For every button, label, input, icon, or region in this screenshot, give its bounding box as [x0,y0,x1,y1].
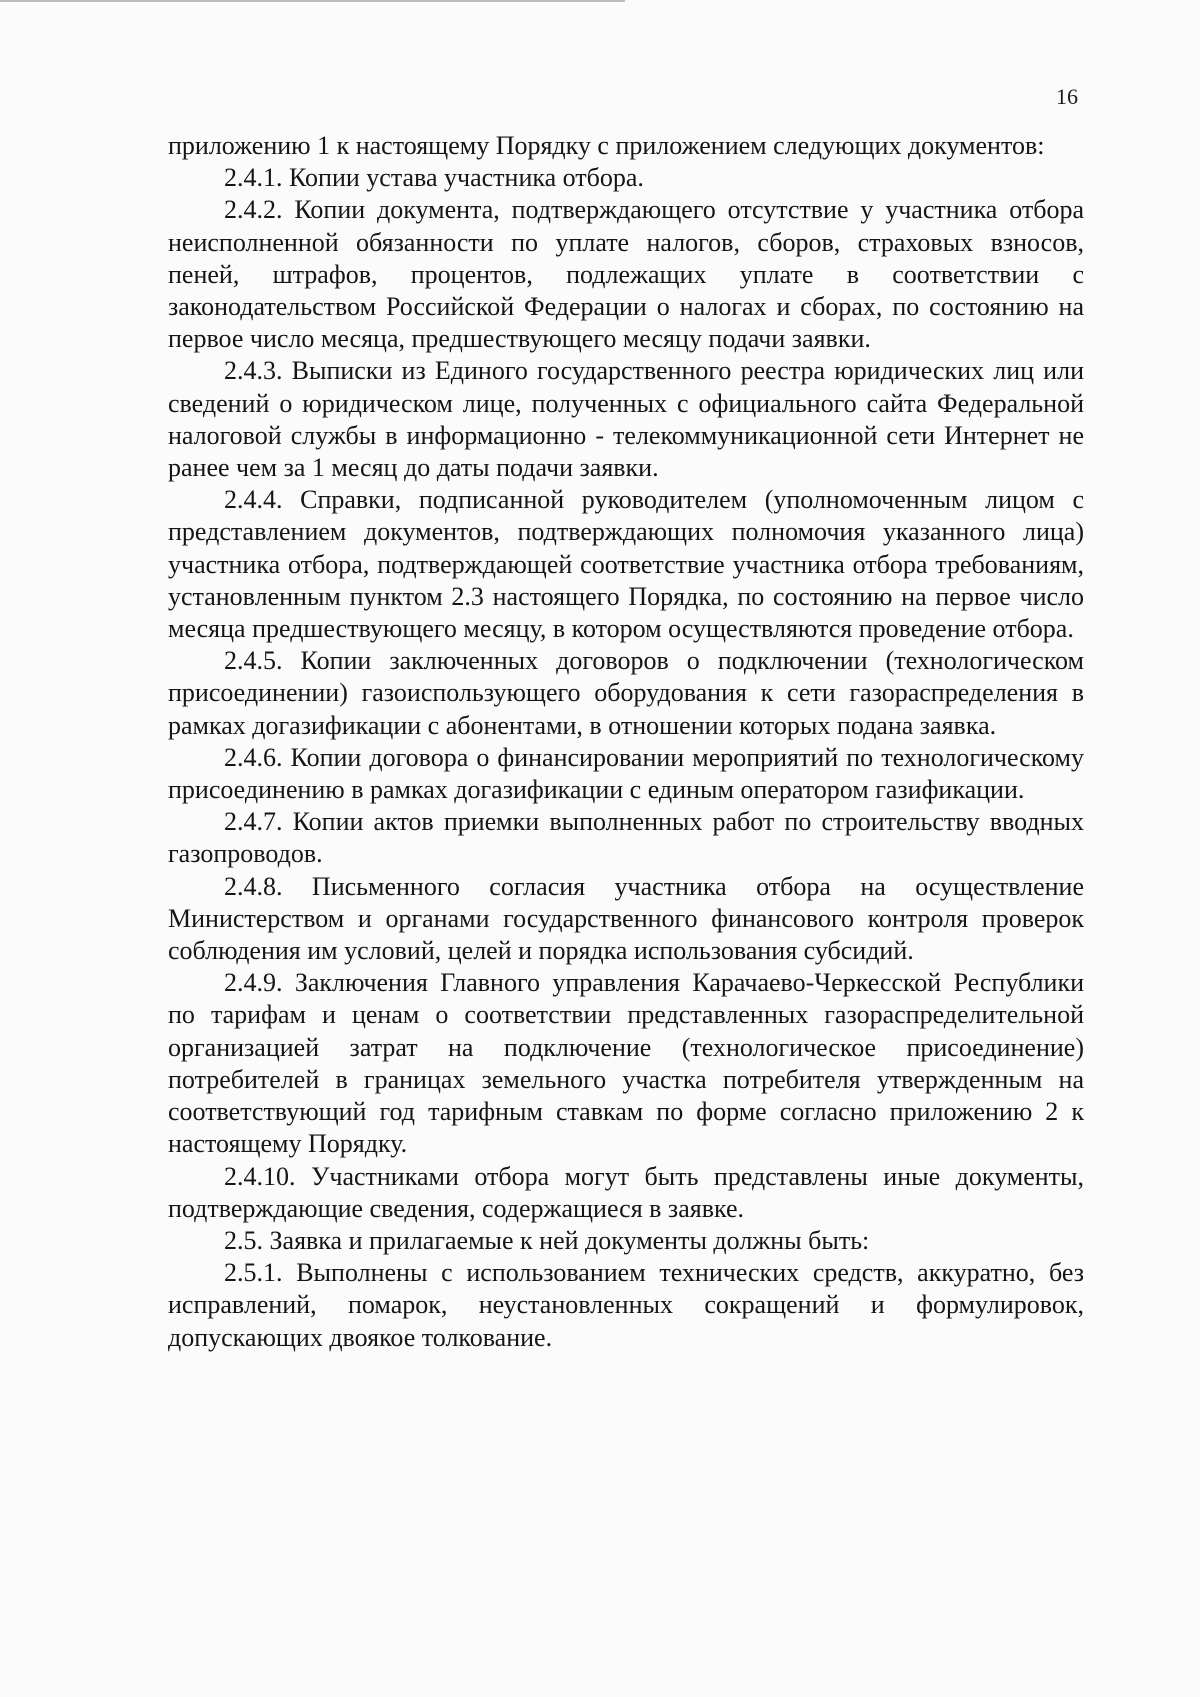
paragraph-2-4-9: 2.4.9. Заключения Главного управления Карачаево-Черкесской Республики по тарифам и ценам о соответствии представленных газораспределительной организацией затрат на подключение (технологическое присоединение) потребителей в границах земельного участка потребителя утвержденным на соответствующий год тарифным ставкам по форме согласно приложению 2 к настоящему Порядку. [168,968,1084,1159]
paragraph-2-4-7: 2.4.7. Копии актов приемки выполненных работ по строительству вводных газопроводов. [168,807,1084,869]
paragraph-2-4-1: 2.4.1. Копии устава участника отбора. [224,163,644,193]
paragraph-2-4-4: 2.4.4. Справки, подписанной руководителем (уполномоченным лицом с представлением документов, подтверждающих полномочия указанного лица) участника отбора, подтверждающей соответствие участника отбора требованиям, установленным пунктом 2.3 настоящего Порядка, по состоянию на первое число месяца предшествующего месяцу, в котором осуществляются проведение отбора. [168,485,1084,644]
paragraph-2-4-2: 2.4.2. Копии документа, подтверждающего отсутствие у участника отбора неисполненной обязанности по уплате налогов, сборов, страховых взносов, пеней, штрафов, процентов, подлежащих уплате в соответствии с законодательством Российской Федерации о налогах и сборах, по состоянию на первое число месяца, предшествующего месяцу подачи заявки. [168,195,1084,354]
paragraph-2-5: 2.5. Заявка и прилагаемые к ней документы должны быть: [224,1225,870,1255]
document-body [168,130,1084,1354]
page-number: 16 [1056,84,1078,109]
paragraph-2-4-8: 2.4.8. Письменного согласия участника отбора на осуществление Министерством и органами государственного финансового контроля проверок соблюдения им условий, целей и порядка использования субсидий. [168,871,1084,966]
paragraph-2-4-5: 2.4.5. Копии заключенных договоров о подключении (технологическом присоединении) газоиспользующего оборудования к сети газораспределения в рамках догазификации с абонентами, в отношении которых подана заявка. [168,646,1084,740]
paragraph-2-4-10: 2.4.10. Участниками отбора могут быть представлены иные документы, подтверждающие сведения, содержащиеся в заявке. [168,1161,1084,1223]
paragraph-2-4-6: 2.4.6. Копии договора о финансировании мероприятий по технологическому присоединению в рамках догазификации с единым оператором газификации. [168,742,1084,805]
paragraph-2-5-1: 2.5.1. Выполнены с использованием технических средств, аккуратно, без исправлений, помарок, неустановленных сокращений и формулировок, допускающих двоякое толкование. [168,1258,1084,1352]
scan-edge-line [0,0,625,2]
paragraph-continuation: приложению 1 к настоящему Порядку с приложением следующих документов: [168,131,1045,160]
paragraph-2-4-3: 2.4.3. Выписки из Единого государственного реестра юридических лиц или сведений о юридическом лице, полученных с официального сайта Федеральной налоговой службы в информационно - телекоммуникационной сети Интернет не ранее чем за 1 месяц до даты подачи заявки. [168,356,1084,483]
